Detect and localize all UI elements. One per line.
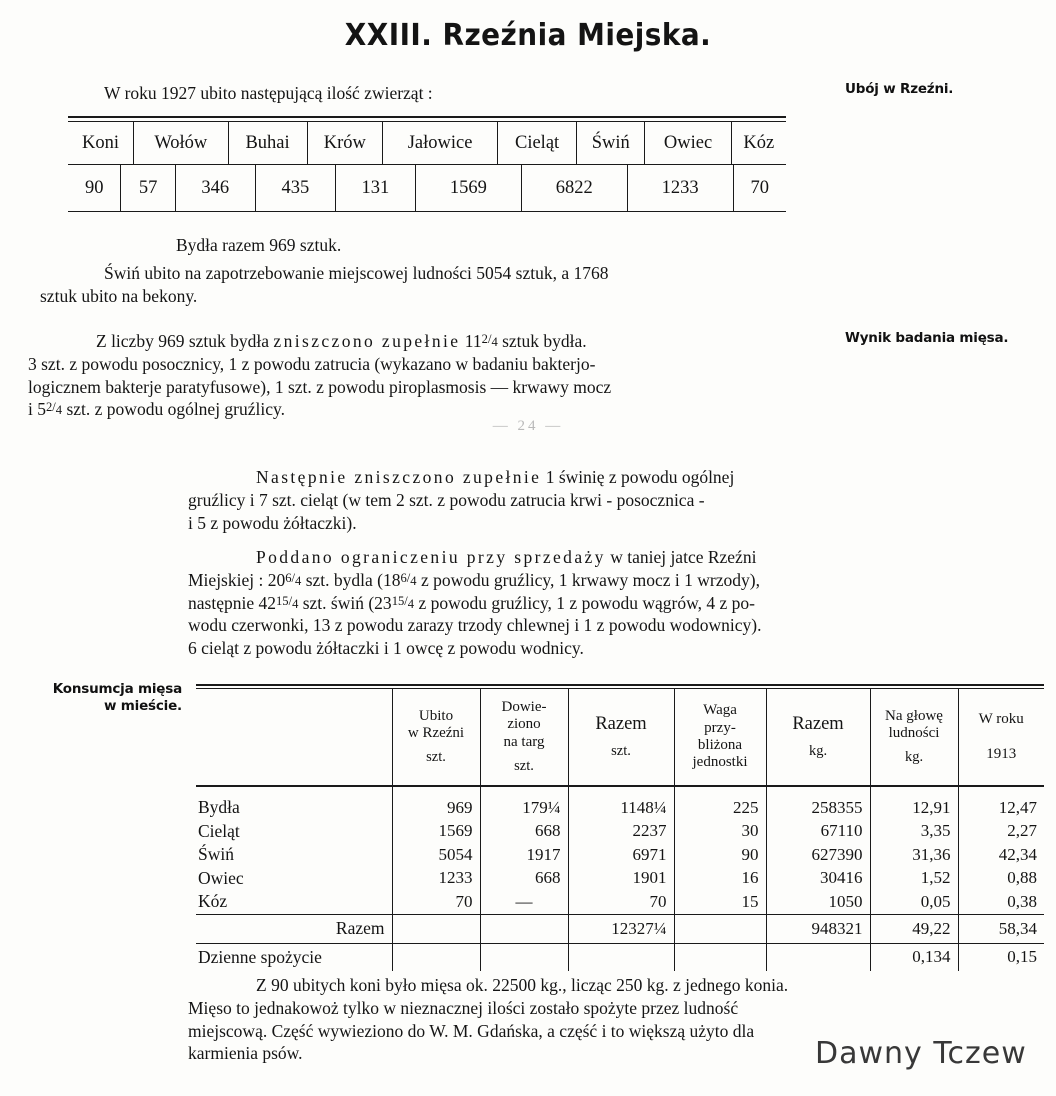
- cell-razem-kg: 627390: [766, 843, 870, 867]
- cell-owiec: 1233: [627, 165, 733, 211]
- row-label-razem: Razem: [196, 914, 392, 943]
- col-header-cielat: Cieląt: [498, 122, 577, 164]
- cell-rok-1913: 0,88: [958, 867, 1044, 891]
- cell-ubito: 1233: [392, 867, 480, 891]
- col-header-razem-szt: Razem szt.: [568, 689, 674, 786]
- slaughter-table: [68, 116, 786, 212]
- col-header-waga: Waga przy- bliżona jednostki: [674, 689, 766, 786]
- cell-na-glowe: 31,36: [870, 843, 958, 867]
- cell-waga: 30: [674, 820, 766, 844]
- intro-lead: W roku 1927 ubito następującą ilość zwierząt :: [104, 83, 433, 103]
- cell-razem-kg: 67110: [766, 820, 870, 844]
- cell-dowieziono: 668: [480, 820, 568, 844]
- cell-wolow: 57: [121, 165, 175, 211]
- col-header-na-glowe: Na głowę ludności kg.: [870, 689, 958, 786]
- col-header-swin: Świń: [577, 122, 645, 164]
- watermark-dawny-tczew: Dawny Tczew: [815, 1036, 1027, 1071]
- cell-razem-szt: 12327¼: [568, 914, 674, 943]
- margin-note-inspection: Wynik badania mięsa.: [845, 330, 1009, 346]
- col-header-blank: [196, 689, 392, 786]
- cell-swin: 6822: [521, 165, 627, 211]
- cell-razem-kg: 258355: [766, 796, 870, 820]
- cell-waga: 225: [674, 796, 766, 820]
- table-row: [196, 796, 1044, 820]
- table-row: [196, 890, 1044, 914]
- row-label-owiec: Owiec: [198, 867, 244, 888]
- cell-razem-szt: 2237: [568, 820, 674, 844]
- table-row: [68, 165, 786, 211]
- paragraph-horses: Z 90 ubitych koni było mięsa ok. 22500 kg., licząc 250 kg. z jednego konia. Mięso to jednakowoż tylko w nieznacznej ilości zostało spożyte przez ludność miejscową. Część wywieziono do W. M. Gdańska, a część i to większą użyto dla karmienia psów.: [188, 975, 789, 1064]
- cell-dowieziono: [480, 914, 568, 943]
- cell-koni: 90: [84, 177, 104, 198]
- paragraph-next-destroyed: Następnie zniszczono zupełnie 1 świnię z powodu ogólnej gruźlicy i 7 szt. cieląt (w tem 2 szt. z powodu zatrucia krwi - posocznica - i 5 z powodu żółtaczki).: [188, 467, 735, 533]
- col-header-jalowice: Jałowice: [383, 122, 498, 164]
- table-row-daily: [196, 943, 1044, 971]
- cell-na-glowe: 3,35: [870, 820, 958, 844]
- table-row: [196, 867, 1044, 891]
- paragraph-pigs: Świń ubito na zapotrzebowanie miejscowej ludności 5054 sztuk, a 1768 sztuk ubito na bekony.: [40, 263, 609, 306]
- table2-header-row: [196, 689, 1044, 786]
- cell-dowieziono: 179¼: [480, 796, 568, 820]
- col-header-razem-kg: Razem kg.: [766, 689, 870, 786]
- paragraph-cattle-total: Bydła razem 969 sztuk.: [176, 235, 342, 255]
- col-header-krow: Krów: [307, 122, 382, 164]
- col-header-wolow: Wołów: [134, 122, 228, 164]
- cell-krow: 435: [255, 165, 335, 211]
- margin-note-consumption: [2, 681, 182, 715]
- cell-ubito: 1569: [392, 820, 480, 844]
- table-row: [196, 820, 1044, 844]
- cell-buhai: 346: [175, 165, 255, 211]
- cell-cielat: 1569: [415, 165, 521, 211]
- cell-rok-1913: 0,38: [958, 890, 1044, 914]
- page-title: XXIII. Rzeźnia Miejska.: [344, 18, 712, 53]
- row-label-koz: Kóz: [198, 891, 228, 912]
- cell-waga: 90: [674, 843, 766, 867]
- cell-dowieziono: —: [480, 890, 568, 914]
- cell-ubito: 5054: [392, 843, 480, 867]
- cell-razem-kg: 30416: [766, 867, 870, 891]
- cell-ubito: [392, 914, 480, 943]
- margin-note-consumption-line1: Konsumcja mięsa: [52, 681, 182, 697]
- cell-ubito: [392, 943, 480, 971]
- row-label-dzienne-spozycie: Dzienne spożycie: [196, 943, 392, 971]
- cell-razem-kg: 948321: [766, 914, 870, 943]
- margin-note-slaughter: Ubój w Rzeźni.: [845, 81, 954, 97]
- cell-rok-1913: 42,34: [958, 843, 1044, 867]
- table-row-total: [196, 914, 1044, 943]
- col-header-rok-1913: W roku 1913: [958, 689, 1044, 786]
- cell-waga: 15: [674, 890, 766, 914]
- cell-na-glowe: 1,52: [870, 867, 958, 891]
- col-header-buhai: Buhai: [228, 122, 307, 164]
- cell-dowieziono: 1917: [480, 843, 568, 867]
- cell-waga: [674, 943, 766, 971]
- cell-razem-szt: 1901: [568, 867, 674, 891]
- cell-ubito: 969: [392, 796, 480, 820]
- cell-na-glowe: 12,91: [870, 796, 958, 820]
- cell-jalowice: 131: [335, 165, 415, 211]
- cell-na-glowe: 49,22: [870, 914, 958, 943]
- cell-waga: [674, 914, 766, 943]
- row-label-swin: Świń: [198, 844, 234, 865]
- table-row: [196, 843, 1044, 867]
- cell-razem-kg: [766, 943, 870, 971]
- cell-razem-szt: 6971: [568, 843, 674, 867]
- paragraph-limited-sale: Poddano ograniczeniu przy sprzedaży w taniej jatce Rzeźni Miejskiej : $20^{6/4}$ szt. bydla ($18^{6/4}$ z powodu gruźlicy, 1 krwawy mocz i 1 wrzody), następnie $42^{15/4}$ szt. świń ($23^{15/4}$ z powodu gruźlicy, 1 z powodu wągrów, 4 z po- wodu czerwonki, 13 z powodu zarazy trzody chlewnej i 1 z powodu wodownicy). 6 cieląt z powodu żółtaczki i 1 owcę z powodu wodnicy.: [188, 547, 762, 658]
- cell-rok-1913: 0,15: [958, 943, 1044, 971]
- cell-koz: 70: [733, 165, 786, 211]
- cell-razem-szt: 70: [568, 890, 674, 914]
- table-rule-bottom: [68, 211, 786, 212]
- table2-spacer-row: [196, 786, 1044, 796]
- cell-razem-kg: 1050: [766, 890, 870, 914]
- page-folio: — 24 —: [492, 418, 564, 434]
- cell-na-glowe: 0,05: [870, 890, 958, 914]
- cell-dowieziono: 668: [480, 867, 568, 891]
- col-header-koz: Kóz: [731, 122, 786, 164]
- row-label-bydla: Bydła: [198, 797, 240, 818]
- table-header-row: [68, 122, 786, 164]
- cell-rok-1913: 2,27: [958, 820, 1044, 844]
- cell-na-glowe: 0,134: [870, 943, 958, 971]
- cell-razem-szt: [568, 943, 674, 971]
- paragraph-destroyed: Z liczby 969 sztuk bydła zniszczono zupełnie $11^{2/4}$ sztuk bydła. 3 szt. z powodu posocznicy, 1 z powodu zatrucia (wykazano w badaniu bakterjo- logicznem bakterje paratyfusowe), 1 szt. z powodu piroplasmosis — krwawy mocz i $5^{2/4}$ szt. z powodu ogólnej gruźlicy.: [28, 331, 612, 420]
- cell-dowieziono: [480, 943, 568, 971]
- consumption-table: [196, 684, 1044, 971]
- cell-rok-1913: 12,47: [958, 796, 1044, 820]
- col-header-owiec: Owiec: [645, 122, 731, 164]
- row-label-cielat: Cieląt: [198, 820, 240, 841]
- cell-rok-1913: 58,34: [958, 914, 1044, 943]
- cell-razem-szt: 1148¼: [568, 796, 674, 820]
- margin-note-consumption-line2: w mieście.: [104, 697, 182, 714]
- cell-waga: 16: [674, 867, 766, 891]
- col-header-koni: Koni: [82, 132, 120, 153]
- col-header-dowieziono: Dowie- ziono na targ szt.: [480, 689, 568, 786]
- cell-ubito: 70: [392, 890, 480, 914]
- col-header-ubito: Ubito w Rzeźni szt.: [392, 689, 480, 786]
